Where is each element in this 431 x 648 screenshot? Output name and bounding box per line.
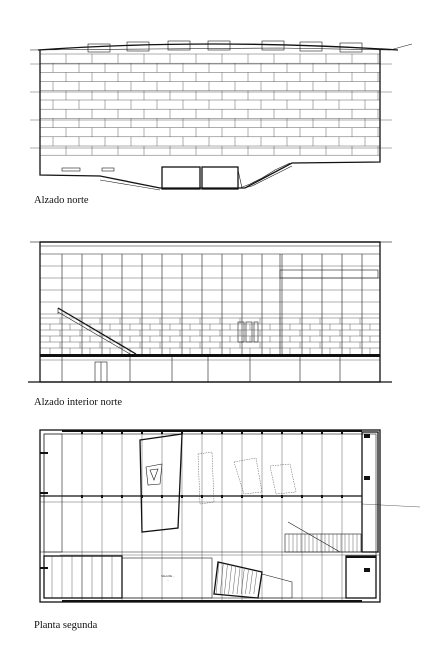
second-floor-plan-drawing: [0, 422, 431, 612]
ground-floor-elements: [40, 357, 380, 382]
lower-rooms: [44, 556, 376, 598]
base-window: [102, 168, 114, 171]
floor-slab: [40, 354, 380, 357]
upper-opening: [280, 270, 378, 278]
second-floor-plan-svg: [0, 422, 431, 612]
mezzanine-openings: [238, 322, 258, 342]
tilted-skylight: [140, 434, 182, 532]
room-label-1: SALA DE ...: [161, 575, 175, 578]
stone-joints: [40, 54, 378, 155]
room-label-2: ...: [166, 579, 170, 582]
stone-courses: [30, 54, 392, 155]
entrance-doors: [162, 167, 242, 189]
section-frame: [40, 242, 380, 382]
staircase-plan: [285, 522, 361, 552]
interior-north-elevation-drawing: [0, 232, 431, 392]
lower-staircase: [214, 562, 292, 598]
north-elevation-drawing: [0, 30, 431, 200]
caption-interior-north-elevation: Alzado interior norte: [34, 397, 123, 408]
lower-left-stalls: [52, 556, 112, 598]
staircase-diagonal: [58, 308, 136, 354]
stone-coursing: [40, 318, 380, 354]
structural-columns: [62, 254, 362, 354]
caption-north-elevation: Alzado norte: [34, 195, 89, 206]
base-window: [62, 168, 80, 171]
caption-second-floor-plan: Planta segunda: [34, 620, 98, 631]
outer-wall: [40, 430, 380, 602]
interior-north-elevation-svg: [0, 232, 431, 392]
north-elevation-svg: [0, 30, 431, 200]
